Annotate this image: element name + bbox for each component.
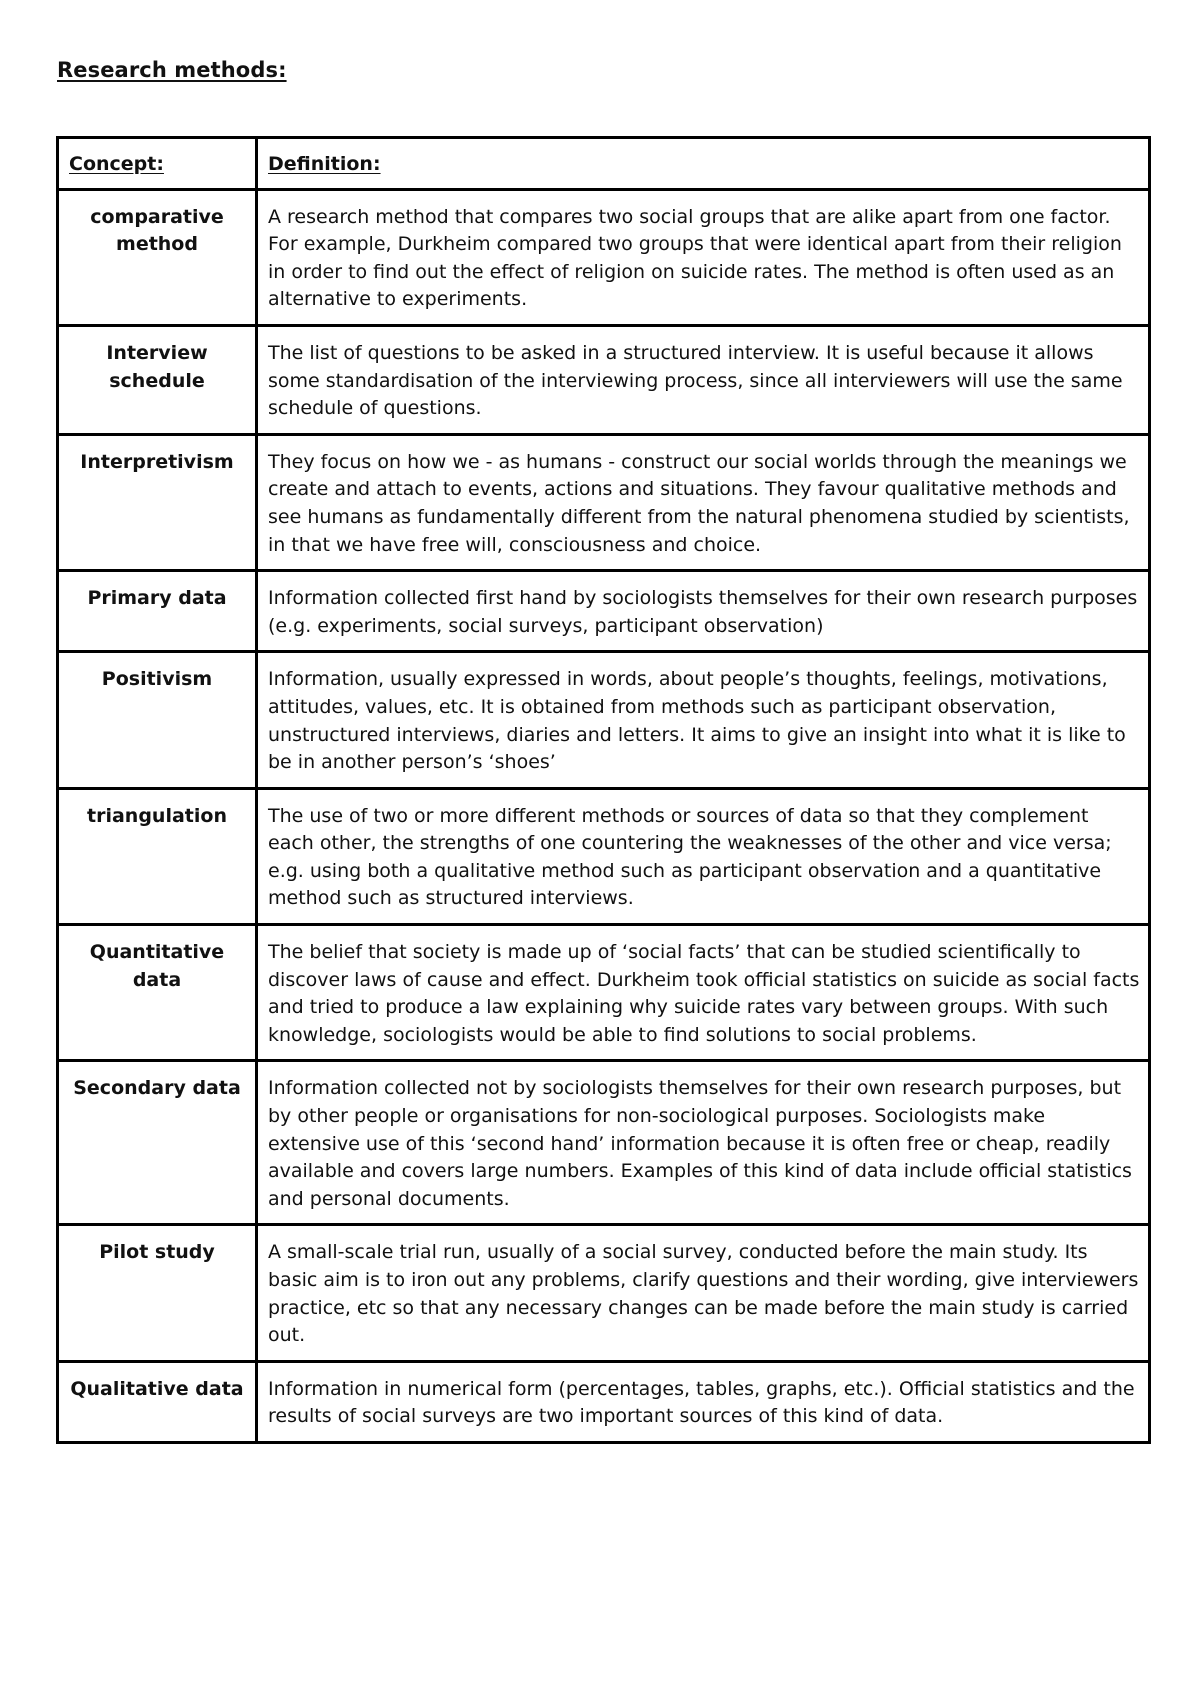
definition-cell: Information, usually expressed in words, about people’s thoughts, feelings, motivations, attitudes, values, etc. It is obtained from methods such as participant observation, unstructured interviews, diaries and letters. It aims to give an insight into what it is like to be in another person’s ‘shoes’: [257, 652, 1150, 788]
header-row: [58, 138, 1150, 190]
concept-column-header: Concept:: [58, 138, 257, 190]
table-row: [58, 1361, 1150, 1442]
concept-cell: triangulation: [58, 788, 257, 924]
definition-cell: A research method that compares two social groups that are alike apart from one factor. For example, Durkheim compared two groups that were identical apart from their religion in order to find out the effect of religion on suicide rates. The method is often used as an alternative to experiments.: [257, 189, 1150, 325]
concept-cell: Qualitative data: [58, 1361, 257, 1442]
definition-cell: The list of questions to be asked in a structured interview. It is useful because it allows some standardisation of the interviewing process, since all interviewers will use the same schedule of questions.: [257, 325, 1150, 434]
definition-column-header: Definition:: [257, 138, 1150, 190]
table-row: [58, 434, 1150, 570]
table-row: [58, 189, 1150, 325]
concept-cell: Primary data: [58, 571, 257, 652]
table-row: [58, 925, 1150, 1061]
page-title: Research methods:: [57, 58, 287, 82]
definition-cell: They focus on how we - as humans - construct our social worlds through the meanings we create and attach to events, actions and situations. They favour qualitative methods and see humans as fundamentally different from the natural phenomena studied by scientists, in that we have free will, consciousness and choice.: [257, 434, 1150, 570]
table-row: [58, 652, 1150, 788]
concept-cell: Positivism: [58, 652, 257, 788]
definition-cell: The belief that society is made up of ‘social facts’ that can be studied scientifically to discover laws of cause and effect. Durkheim took official statistics on suicide as social facts and tried to produce a law explaining why suicide rates vary between groups. With such knowledge, sociologists would be able to find solutions to social problems.: [257, 925, 1150, 1061]
definition-cell: Information collected first hand by sociologists themselves for their own research purposes (e.g. experiments, social surveys, participant observation): [257, 571, 1150, 652]
concept-cell: comparative method: [58, 189, 257, 325]
definition-cell: The use of two or more different methods or sources of data so that they complement each other, the strengths of one countering the weaknesses of the other and vice versa; e.g. using both a qualitative method such as participant observation and a quantitative method such as structured interviews.: [257, 788, 1150, 924]
table-header: [58, 138, 1150, 190]
table-body: [58, 189, 1150, 1442]
table-row: [58, 571, 1150, 652]
definition-cell: A small-scale trial run, usually of a social survey, conducted before the main study. Its basic aim is to iron out any problems, clarify questions and their wording, give interviewers practice, etc so that any necessary changes can be made before the main study is carried out.: [257, 1225, 1150, 1361]
concept-definition-table: [56, 136, 1151, 1444]
concept-cell: Interpretivism: [58, 434, 257, 570]
definition-cell: Information in numerical form (percentages, tables, graphs, etc.). Official statistics and the results of social surveys are two important sources of this kind of data.: [257, 1361, 1150, 1442]
table-row: [58, 1061, 1150, 1225]
concept-cell: Secondary data: [58, 1061, 257, 1225]
table-row: [58, 1225, 1150, 1361]
table-row: [58, 325, 1150, 434]
concept-cell: Pilot study: [58, 1225, 257, 1361]
table-row: [58, 788, 1150, 924]
definition-cell: Information collected not by sociologists themselves for their own research purposes, but by other people or organisations for non-sociological purposes. Sociologists make extensive use of this ‘second hand’ information because it is often free or cheap, readily available and covers large numbers. Examples of this kind of data include official statistics and personal documents.: [257, 1061, 1150, 1225]
concept-cell: Quantitative data: [58, 925, 257, 1061]
concept-cell: Interview schedule: [58, 325, 257, 434]
